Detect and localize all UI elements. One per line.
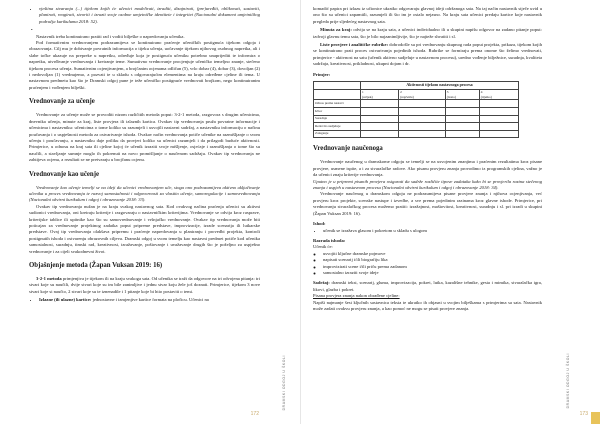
- table-col-head: 3 (često): [445, 89, 479, 100]
- razrada-item: ◦ napisati scenarij i/ili biografiju lika: [323, 257, 542, 263]
- top-bullet-list: [29, 6, 260, 25]
- text-321: primjenjiva je tijekom ili na kraju svakoga sata. Od učenika se traži da odgovore na tri odvojena pitanja: tri stvari koje su naučili, dvije stvari koje su im bile zanimljive i jednu stvar koju žele još doznati. Primjerice, tijekom 3 nove stvari koje si naučio, 2 stvari koje su te iznenadile i 1 pitanje koje bi htio postaviti o temi.: [29, 276, 260, 294]
- right-running-head: DRAMSKI ODGOJ U ŠKOLI: [566, 352, 570, 408]
- page-number-left: 172: [250, 411, 259, 417]
- intro-paragraph-2: Pod formativnim vrednovanjem podrazumijeva se kontinuirano praćenje učeničkih postignuća tijekom odgoja i obrazovanja. Cilj mu je dobivanje povratnih informacija o tijeku učenja, uočavanje tijekom njihovog osobnog napretka, ali i slabe točke ukazuje na prepreke u napretku, određuje koja je postignuća učeniku potrebno unaprijediti te informira o napretku, utvrđivanje vrednovanja i kreiranje teme. Sumativno vrednovanje procjenjuje učeničko temeljno znanje, stečeno tijekom procesa učenja. Sumativnim ocjenjivanjem, a brojčanim ocjenama odličan (5), vrlo dobar (4), dobar (3), dovoljan (2) i nedovoljan (1) vrednujemo, a pozvati te u skladu s odgovarajućim elementima na kraju određene cjeline ili tema. U nastavnom predmetu kao što je Dramski odgoj pune je teže učeničko postignuće vrednovati brojkom, nego kontinuiranim praćenjem i vođenjem bilješki.: [29, 40, 260, 90]
- heading-vrednovanje-naucenoga: Vrednovanje naučenoga: [313, 145, 383, 153]
- table-col-head: 4 (rijetko): [479, 89, 518, 100]
- paragraph-naucenoga: Vrednovanje naučenog u dramskome odgoju se temelji se na usvojenim znanjima i praćenim rezultatima kroz pisane provjere, usmene ispite, a i za stvaralačke radove. Ako pisanu provjeru znanja provodimo iz programskih cjelina, važno je da učenici znaju kriterije vrednovanja.: [313, 159, 542, 178]
- corner-color-bar: [591, 412, 600, 424]
- paragraph-321-metoda: [29, 276, 260, 295]
- text-liste: dobrodošle su pri vrednovanju skupnog rada poput projekta, prikaza, tijekom kojih se kontinuirano prati proces ostvarivanja pojedinih ishoda. Rubrike se formiraju prema onome što želimo vrednovati, primjerice - aktivnost na satu (učenik aktivno sudjeluje u nastavnom procesu), uredno vođenje bilježnice, suradnja, kvaliteta sadržaja, kreativnost, prikladnost, ukupni dojam i dr.: [313, 42, 542, 67]
- observation-table: [313, 81, 519, 138]
- paragraph-continuation: komadić papira pri izlazu iz učionice ukratko odgovaraju glavnoj ideji održanoga sata. Na taj način nastavnik stječe uvid u ono što su učenici zapamtili, razumjeli ili što im je ostalo nejasno. Na kraju sata učenici predaju kartice koje nastavnik pregleda prije sljedećeg nastavnog sata.: [313, 6, 542, 24]
- right-text-column: [313, 6, 542, 410]
- label-ishod: Ishod:: [313, 221, 326, 227]
- run-in-minuta: Minuta za kraj:: [320, 27, 352, 33]
- left-running-head: DRAMSKI ODGOJ U ŠKOLI: [282, 354, 286, 410]
- heading-objasnjenje-metoda: Objašnjenje metoda (Žapan Vuksan 2019: 16): [29, 262, 163, 269]
- text-sadrzaj: dramski tekst, scenarij, gluma, improvizacija, pokret, lutka, kazališne tehnike, gesta i mimika, stvaralačka igra, likovi, glazba i pokret.: [313, 280, 542, 292]
- table-row-label: Zalaganje: [314, 130, 361, 138]
- intro-paragraph-1: Nastavnik treba kontinuirano pratiti rad i voditi bilješke o napredovanju učenika.: [36, 33, 185, 39]
- table-col-head: 1 (uvijek): [361, 89, 399, 100]
- table-caption: Aktivnosti tijekom nastavnoga procesa: [361, 82, 519, 90]
- run-in-sadrzaj: Sadržaj:: [313, 280, 330, 286]
- table-corner-cell: [314, 82, 361, 90]
- paragraph-sadrzaj: [313, 280, 542, 293]
- table-col-head: 2 (najčešće): [399, 89, 446, 100]
- label-razrada: Razrada ishoda:: [313, 237, 346, 243]
- table-row: [314, 100, 519, 108]
- paragraph-kao-ucenje-quote: Vrednovanje kao učenje temelji se na ideji da učenici vrednovanjem uče, stoga ono podrazumijeva aktivno uključivanje učenika u proces vrednovanja te razvoj samostalnosti i odgovornosti za vlastito učenje, samoregulacije i samovrednovanja (Nacionalni okvirni kurikulum i odgoj i obrazovanje 2018: 33).: [29, 184, 260, 203]
- paragraph-minuta: [313, 27, 542, 40]
- text-izlazne: jednostavne i izmjenjive kartice formata na pločicu. Učenici na: [91, 297, 209, 303]
- paragraph-naucenoga-2: Vrednovanje naučenog u dramskom odgoju ne podrazumijeva pisane provjere znanja i njihova ocjenjivanja, već provjeru kroz projekte, scenske nastupe i izvedbe, a sve prema pojedinim razinama kroz glavne ishode. Primjerice, pri vrednovanju stvaralačkog procesa možemo pratiti: izražajnost, maštovitost, kreativnost, suradnju i sl. pri izradi u skupini (Žapan Vuksan 2019: 16).: [313, 191, 542, 216]
- text-minuta: odvija se na kraju sata, a učenici individualno ili u skupini napišu odgovor na zadano pitanje poput: izdvoji glavnu temu sata, što je bilo najzanimljivije, što je najteže shvatiti i sl.: [313, 27, 542, 39]
- table-row: [314, 115, 519, 123]
- heading-vrednovanje-kao-ucenje: Vrednovanje kao učenje: [29, 170, 99, 178]
- table-row-label: Izbor: [314, 108, 361, 116]
- ishod-item: • učenik se izražava glasom i pokretom u skladu s ulogom: [323, 228, 542, 234]
- paragraph-kao-ucenje: Ovakav tip vrednovanja nužan je na kraju svakog nastavnog sata. Kod ovakvog načina praćenja učenici su aktivni sudionici vrednovanja, oni kreiraju kriterije i razgovaraju o nastavničkim kriterijima. Vrednovanje se odvija kroz rasprave, kriterijske tablice ili upitnike kao što su samovrednovanje i vršnjačko vrednovanje. Ovakav tip vrednovanja može biti poticajan za vrednovanje projektnog zadatka poput pripreme predstave, improvizacije, izrade scenarija ili lutkarske predstave. Ovaj tip vrednovanja olakšava pripremu i praćenje napredovanja u planiranju i provedbi projekta, kontroli postignutih ishoda i ostvarenju obrazovnih ciljeva. Dramski odgoj u svom temelju kao nastavni predmet potiče kod učenika samostalnost, suradnju, timski rad, kreativnost, izražavanje, poštovanje i uvažavanje drugih što je poželjno za uspješno vrednovanje i za cijeli svakodnevni život.: [29, 203, 260, 254]
- razrada-item: ◦ usvojiti ključne dramske pojmove: [323, 251, 542, 257]
- right-page: [300, 0, 600, 424]
- izlazne-list: [29, 297, 260, 303]
- razrada-list: [313, 251, 542, 277]
- table-row: [314, 130, 519, 138]
- razrada-lead: Učenik će:: [313, 244, 333, 250]
- table-row: [314, 123, 519, 131]
- table-row-label: Redovito sudjeluje: [314, 123, 361, 131]
- razrada-item: ◦ improvizirati scene i/ili priču prema zadanom: [323, 264, 542, 270]
- run-in-321: 3-2-1 metoda: [36, 276, 62, 281]
- paragraph-zadatak: Napiši najmanje šest ključnih sastavnica teksta te ukratko ih objasni u svojim bilješkama s primjerima sa sata. Nastavnik može zadati ovakvu provjeru znanja, a kao pomoć ne mogu se pisati provjere znanja.: [313, 299, 542, 311]
- paragraph-liste: [313, 42, 542, 68]
- table-row-label: Odnos prema nastavi: [314, 100, 361, 108]
- page-number-right: 173: [579, 411, 588, 417]
- table-row: [314, 108, 519, 116]
- paragraph-naucenoga-quote: Uputno je u pripremi pisanih provjera osigurati da sadrže različite tipove zadataka kako bi se provjerila razina stečenog znanja i uspjeh u nastavnom procesu (Nacionalni okvirni kurikulum i odgoj i obrazovanje 2018: 34).: [313, 178, 542, 191]
- heading-vrednovanje-za-ucenje: Vrednovanje za učenje: [29, 98, 95, 106]
- paragraph-za-ucenje: Vrednovanje za učenje može se provoditi nizom različitih metoda poput: 3-2-1 metoda, razgovora s drugim učenicima, dnevnika učenja, minute za kraj, liste provjera ili izlaznih kartica. Ovakav tip vrednovanja pruža povratne informacije i učenicima i nastavniku: učenicima o tome koliko su razumjeli i usvojili nastavni sadržaj, a nastavniku informaciju o načinu poučavanja i o uspješnosti metoda za ostvarivanje ishoda. Ovakav način vrednovanja potiče učenike na razmišljanje o svom učenju i poučavanju, a nastavniku daje priliku da provjeri koliko su učenici razumjeli i da prilagodi buduće aktivnosti. Primjerice, u odnosu na kraj sata ili cjeline kojoj će učenik izraziti svoje mišljenje, osjećaje i razmišljanja o tome što su naučili, a stavljanje sumnje moglo ih pokrenuti na novo promišljanje o naučenom sadržaju. Ovakav tip vrednovanja ne zahtijeva ocjenu, a rezultati se ne pretvaraju u brojčanu ocjenu.: [29, 112, 260, 163]
- label-primjer: Primjer:: [313, 71, 331, 77]
- bullet-mark: •: [31, 27, 33, 33]
- izlazne-item: [39, 297, 260, 303]
- razrada-item: ◦ samostalno izraziti svoje ideje: [323, 270, 542, 276]
- run-in-liste: Liste provjere i analitičke rubrike:: [320, 42, 389, 48]
- left-text-column: [29, 6, 260, 410]
- paragraph-pisana-provjera: Pisana provjera znanja nakon obrađene cjeline:: [313, 293, 400, 299]
- table-row-label: Suradnja: [314, 115, 361, 123]
- top-bullet: • vještina stvaranja (...) tijekom kojih će učenici modelirati, izraditi, dizajnirati, (pre)uređiti, oblikovati, sastaviti, planirati, reagirati, stvoriti i izrazit svoje osobne umjetničke identitete i integritet (Nacionalni dokument umjetničkog područja kurikuluma 2018: 52).: [39, 6, 260, 25]
- table-header-blank: [314, 89, 361, 100]
- run-in-izlazne: Izlazne (ili ulazne) kartice:: [39, 297, 92, 303]
